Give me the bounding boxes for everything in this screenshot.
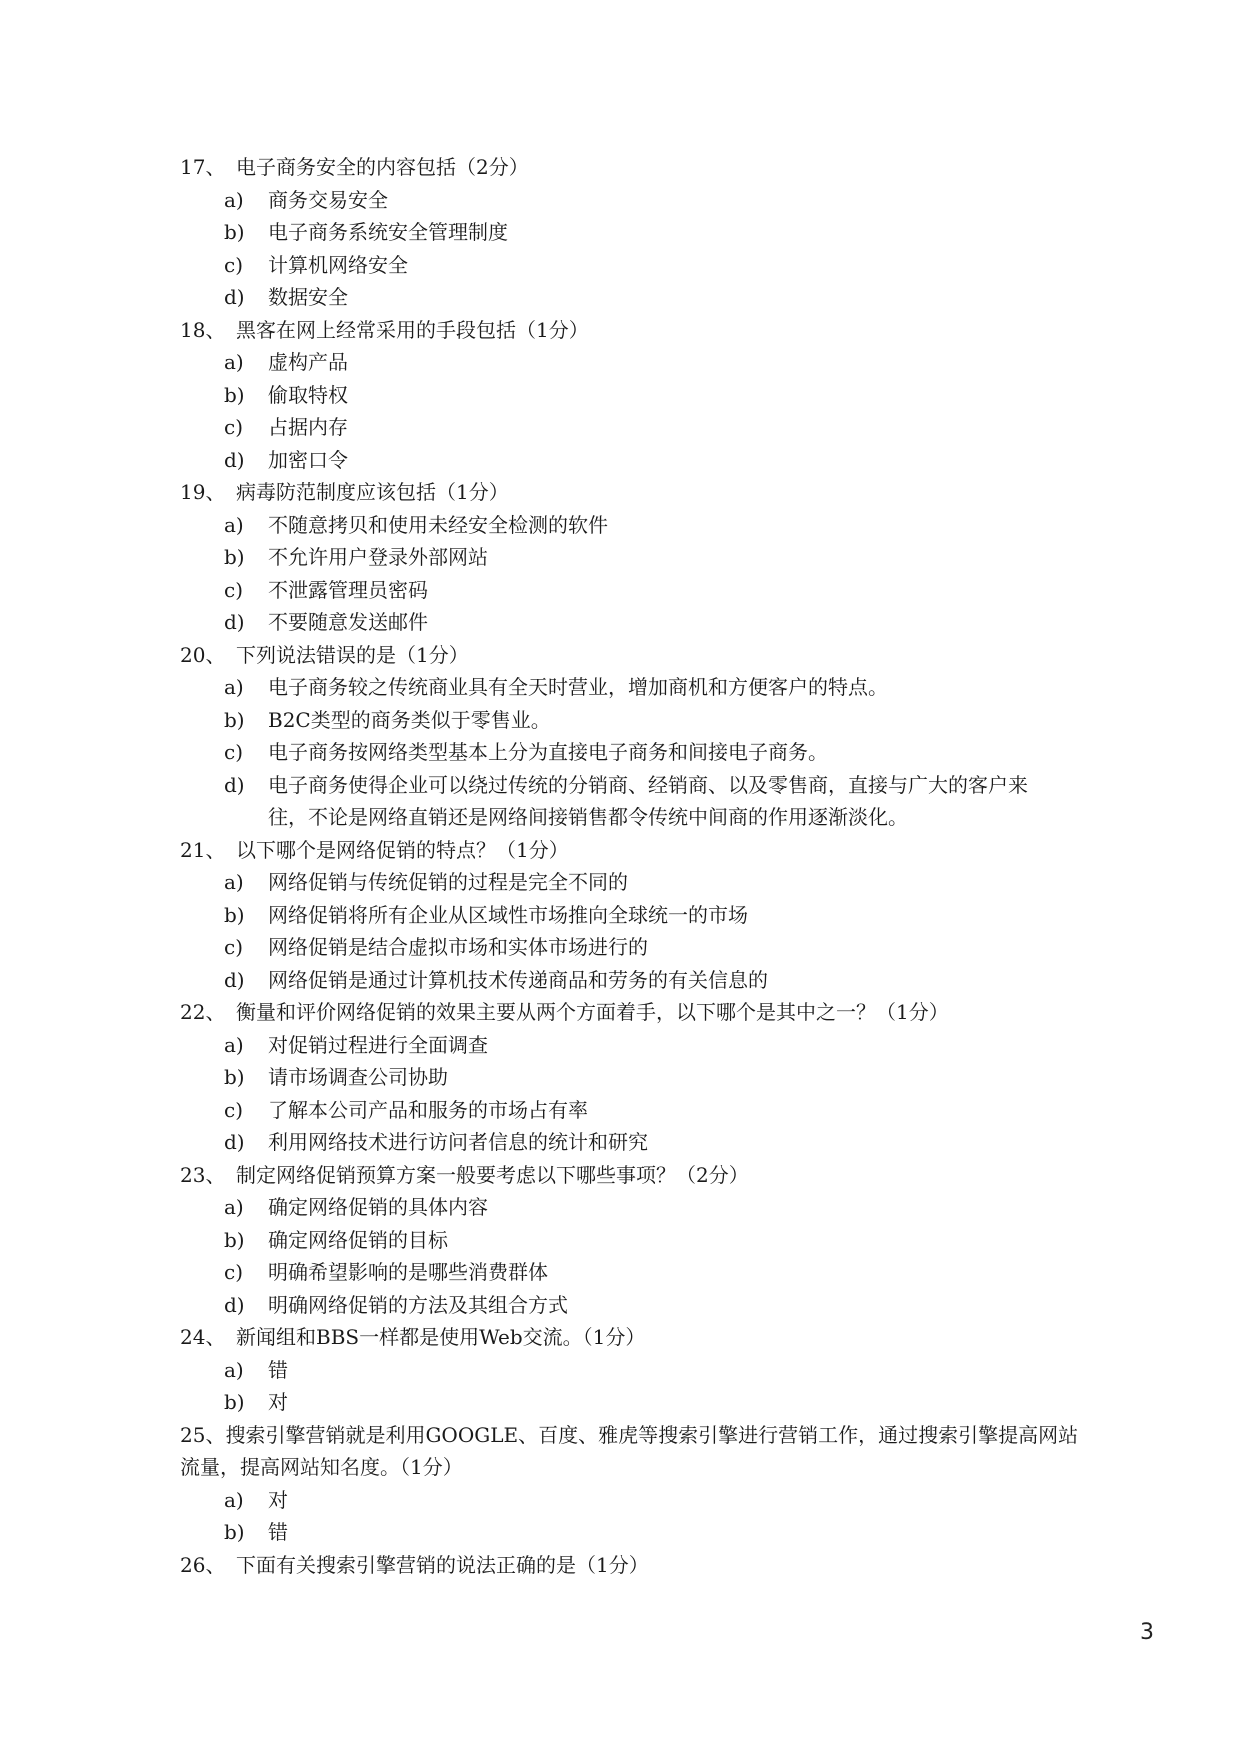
option-letter: b) (224, 707, 245, 732)
option-item (180, 736, 1080, 769)
option-letter: a) (224, 1487, 244, 1512)
option-item (180, 216, 1080, 249)
question-text: 下列说法错误的是（1分） (236, 642, 469, 667)
question-text: 下面有关搜索引擎营销的说法正确的是（1分） (236, 1552, 649, 1577)
option-item (180, 509, 1080, 542)
question (180, 834, 1080, 867)
question-number: 22、 (180, 1000, 226, 1024)
option-item (180, 1289, 1080, 1322)
question (180, 151, 1080, 184)
option-text: 网络促销将所有企业从区域性市场推向全球统一的市场 (268, 902, 748, 927)
option-letter: b) (224, 1390, 245, 1414)
question-text: 以下哪个是网络促销的特点？（1分） (236, 837, 569, 862)
option-letter: b) (224, 382, 245, 407)
option-letter: c) (224, 1097, 244, 1122)
option-item (180, 1256, 1080, 1289)
option-text: 对 (268, 1390, 288, 1414)
option-item (180, 574, 1080, 607)
option-letter: a) (224, 870, 244, 894)
option-text: 对 (268, 1487, 288, 1512)
question-text: 制定网络促销预算方案一般要考虑以下哪些事项？（2分） (236, 1162, 749, 1187)
question-number: 17、 (180, 155, 226, 179)
option-text: 利用网络技术进行访问者信息的统计和研究 (268, 1130, 648, 1154)
question (180, 996, 1080, 1029)
option-item (180, 1191, 1080, 1224)
option-letter: c) (224, 577, 244, 602)
question-number: 19、 (180, 480, 226, 504)
option-item (180, 1126, 1080, 1159)
option-letter: d) (224, 967, 245, 992)
option-letter: b) (224, 220, 245, 244)
option-letter: c) (224, 1260, 244, 1284)
option-item (180, 1386, 1080, 1419)
option-text: 明确希望影响的是哪些消费群体 (268, 1260, 548, 1284)
option-text: 数据安全 (268, 285, 348, 309)
option-letter: b) (224, 1227, 245, 1252)
question-number: 21、 (180, 837, 226, 862)
option-text: 计算机网络安全 (268, 252, 408, 277)
option-text: 错 (268, 1520, 288, 1544)
question-text: 病毒防范制度应该包括（1分） (236, 480, 509, 504)
option-letter: a) (224, 1357, 244, 1382)
option-text: 明确网络促销的方法及其组合方式 (268, 1292, 568, 1317)
option-letter: a) (224, 1032, 244, 1057)
option-item (180, 1484, 1080, 1517)
option-letter: a) (224, 675, 244, 699)
option-item (180, 899, 1080, 932)
option-letter: d) (224, 285, 245, 309)
option-text: 偷取特权 (268, 382, 348, 407)
option-item (180, 704, 1080, 737)
option-item (180, 1516, 1080, 1549)
option-letter: c) (224, 935, 244, 959)
option-letter: a) (224, 1195, 244, 1219)
option-letter: c) (224, 415, 244, 439)
question-text: 搜索引擎营销就是利用GOOGLE、百度、雅虎等搜索引擎进行营销工作，通过搜索引擎提高网站流量，提高网站知名度。（1分） (180, 1422, 1079, 1479)
option-letter: b) (224, 1520, 245, 1544)
option-text: 错 (268, 1357, 288, 1382)
option-text: 不允许用户登录外部网站 (268, 545, 488, 569)
page-number: 3 (1140, 1620, 1154, 1645)
option-text: 网络促销是通过计算机技术传递商品和劳务的有关信息的 (268, 967, 768, 992)
option-text: 虚构产品 (268, 350, 348, 374)
option-text: 了解本公司产品和服务的市场占有率 (268, 1097, 588, 1122)
option-item (180, 184, 1080, 217)
option-letter: d) (224, 1292, 245, 1317)
option-item (180, 1029, 1080, 1062)
option-letter: d) (224, 772, 245, 797)
question (180, 1419, 1080, 1484)
option-text: 网络促销是结合虚拟市场和实体市场进行的 (268, 935, 648, 959)
option-item (180, 1094, 1080, 1127)
option-text: 确定网络促销的目标 (268, 1227, 448, 1252)
option-letter: c) (224, 740, 244, 764)
option-item (180, 931, 1080, 964)
option-item (180, 444, 1080, 477)
question (180, 314, 1080, 347)
option-item (180, 1224, 1080, 1257)
option-letter: a) (224, 512, 244, 537)
option-text: 不要随意发送邮件 (268, 610, 428, 634)
option-letter: d) (224, 610, 245, 634)
question-number: 23、 (180, 1162, 226, 1187)
question-number: 24、 (180, 1325, 226, 1349)
option-letter: b) (224, 902, 245, 927)
option-letter: a) (224, 187, 244, 212)
option-text: 电子商务使得企业可以绕过传统的分销商、经销商、以及零售商，直接与广大的客户来往，不论是网络直销还是网络间接销售都令传统中间商的作用逐渐淡化。 (268, 772, 1028, 829)
option-text: 电子商务系统安全管理制度 (268, 220, 508, 244)
question (180, 1159, 1080, 1192)
option-item (180, 769, 1080, 834)
option-item (180, 606, 1080, 639)
option-text: 网络促销与传统促销的过程是完全不同的 (268, 870, 628, 894)
question (180, 476, 1080, 509)
question (180, 639, 1080, 672)
option-text: 不随意拷贝和使用未经安全检测的软件 (268, 512, 608, 537)
option-item (180, 281, 1080, 314)
option-item (180, 249, 1080, 282)
question (180, 1549, 1080, 1582)
question (180, 1321, 1080, 1354)
option-item (180, 671, 1080, 704)
option-item (180, 1061, 1080, 1094)
option-letter: b) (224, 1065, 245, 1089)
option-item (180, 541, 1080, 574)
question-text: 新闻组和BBS一样都是使用Web交流。（1分） (236, 1325, 646, 1349)
option-item (180, 964, 1080, 997)
option-item (180, 379, 1080, 412)
option-letter: c) (224, 252, 244, 277)
option-text: 电子商务较之传统商业具有全天时营业，增加商机和方便客户的特点。 (268, 675, 888, 699)
question-list (180, 151, 1080, 1581)
question-text: 衡量和评价网络促销的效果主要从两个方面着手，以下哪个是其中之一？（1分） (236, 1000, 949, 1024)
option-text: B2C类型的商务类似于零售业。 (268, 707, 551, 732)
option-letter: b) (224, 545, 245, 569)
question-number: 18、 (180, 317, 226, 342)
option-letter: d) (224, 447, 245, 472)
option-text: 对促销过程进行全面调查 (268, 1032, 488, 1057)
question-number: 26、 (180, 1552, 226, 1577)
option-text: 加密口令 (268, 447, 348, 472)
question-number: 25、 (180, 1422, 226, 1447)
question-number: 20、 (180, 642, 226, 667)
option-item (180, 1354, 1080, 1387)
option-item (180, 346, 1080, 379)
option-text: 电子商务按网络类型基本上分为直接电子商务和间接电子商务。 (268, 740, 828, 764)
question-text: 电子商务安全的内容包括（2分） (236, 155, 529, 179)
option-text: 商务交易安全 (268, 187, 388, 212)
option-text: 确定网络促销的具体内容 (268, 1195, 488, 1219)
option-text: 请市场调查公司协助 (268, 1065, 448, 1089)
option-text: 占据内存 (268, 415, 348, 439)
option-letter: d) (224, 1130, 245, 1154)
option-letter: a) (224, 350, 244, 374)
option-text: 不泄露管理员密码 (268, 577, 428, 602)
option-item (180, 866, 1080, 899)
question-text: 黑客在网上经常采用的手段包括（1分） (236, 317, 589, 342)
option-item (180, 411, 1080, 444)
